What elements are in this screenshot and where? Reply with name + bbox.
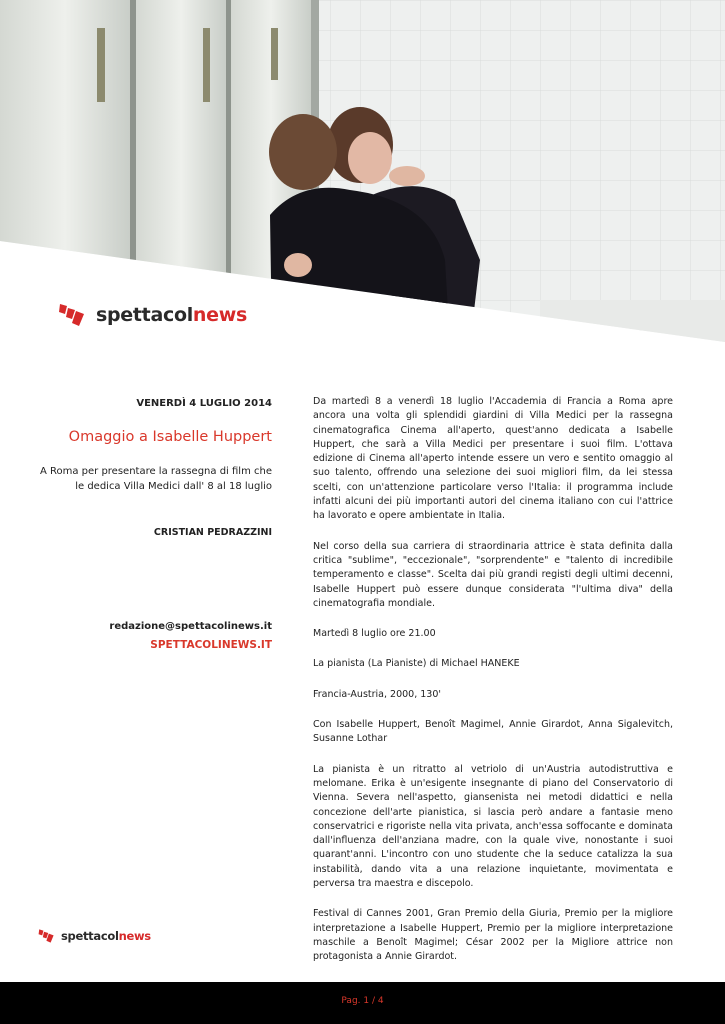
article-subtitle: A Roma per presentare la rassegna di film che le dedica Villa Medici dall' 8 al 18 luglio bbox=[39, 466, 272, 492]
article-date: VENERDÌ 4 LUGLIO 2014 bbox=[136, 398, 272, 409]
article-title: Omaggio a Isabelle Huppert bbox=[68, 429, 272, 445]
logo-text-part1: spettacol bbox=[96, 304, 193, 326]
film-title: La pianista (La Pianiste) di Michael HANEKE bbox=[313, 658, 520, 670]
article-body bbox=[313, 395, 673, 981]
film-awards: Festival di Cannes 2001, Gran Premio della Giuria, Premio per la migliore interpretazione a Isabelle Huppert, Premio per la migliore interpretazione maschile a Benoît Magimel; César 2002 per la Migliore attrice non protagonista a Annie Girardot. bbox=[313, 908, 673, 963]
logo-text-part1: spettacol bbox=[61, 929, 119, 943]
logo-text-part2: news bbox=[118, 929, 151, 943]
film-info: Francia-Austria, 2000, 130' bbox=[313, 688, 441, 700]
article-paragraph: Da martedì 8 a venerdì 18 luglio l'Accademia di Francia a Roma apre ancora una volta gli splendidi giardini di Villa Medici per la rassegna cinematografica Cinema all'aperto, quest'anno dedicata a Isabelle Huppert, che sarà a Villa Medici per presentare i suoi film. L'ottava edizione di Cinema all'aperto intende essere un vero e sentito omaggio al suo talento, offrendo una selezione dei suoi migliori film, da lei stessa scelti, con un'attenzione particolare verso l'Italia: il programma include infatti alcuni dei più importanti autori del cinema italiano con cui l'attrice ha lavorato e opere ambientate in Italia. bbox=[313, 396, 673, 522]
contact-email-link[interactable]: redazione@spettacolinews.it bbox=[109, 621, 272, 632]
article-paragraph: Nel corso della sua carriera di straordinaria attrice è stata definita dalla critica "sublime", "eccezionale", "sorprendente" e "talento di incredibile temperamento e classe". Scelta dai più grandi registi degli ultimi decenni, Isabelle Huppert può essere dunque considerata "l'ultima diva" della cinematografia mondiale. bbox=[313, 540, 673, 609]
brand-logo-small[interactable] bbox=[38, 928, 151, 944]
film-cast: Con Isabelle Huppert, Benoît Magimel, Annie Girardot, Anna Sigalevitch, Susanne Lothar bbox=[313, 719, 673, 745]
logo-text-part2: news bbox=[192, 304, 247, 326]
hero-photo bbox=[0, 0, 725, 345]
article-author: CRISTIAN PEDRAZZINI bbox=[153, 527, 272, 538]
brand-logo[interactable] bbox=[58, 302, 247, 328]
screening-time: Martedì 8 luglio ore 21.00 bbox=[313, 628, 436, 640]
logo-mark-icon bbox=[38, 928, 56, 944]
film-synopsis: La pianista è un ritratto al vetriolo di un'Austria autodistruttiva e melomane. Erika è un'esigente insegnante di piano del Conservatorio di Vienna. Severa nell'aspetto, giansenista nei metodi didattici e nella concezione dell'arte pianistica, si lascia però andare a fantasie meno conservatrici e rigoriste nella vita privata, anch'essa soffocante e dominata dall'influenza dell'anziana madre, con la quale vive, nonostante i suoi quarant'anni. L'incontro con uno studente che la seduce catalizza la sua instabilità, dando vita a una relazione inquietante, movimentata e perversa tra maestra e discepolo. bbox=[313, 763, 673, 890]
logo-mark-icon bbox=[58, 302, 88, 328]
page-footer bbox=[0, 982, 725, 1024]
site-link[interactable]: SPETTACOLINEWS.IT bbox=[150, 639, 272, 651]
page-number: Pag. 1 / 4 bbox=[341, 996, 384, 1006]
